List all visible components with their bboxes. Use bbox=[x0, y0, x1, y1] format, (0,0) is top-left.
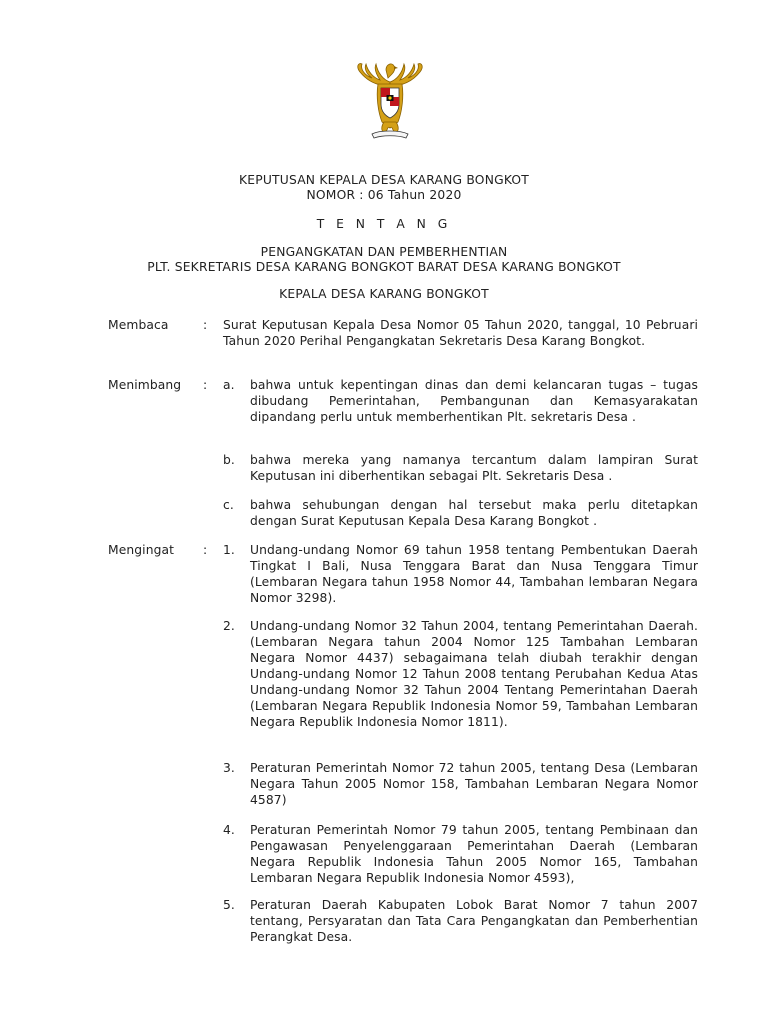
list-item-text: Undang-undang Nomor 32 Tahun 2004, tentang Pemerintahan Daerah. (Lembaran Negara tahun 2004 Nomor 125 Tambahan Lembaran Negara Nomor 4437) sebagaimana telah diubah terakhir dengan Undang-undang Nomor 12 Tahun 2008 tentang Perubahan Kedua Atas Undang-undang Nomor 32 Tahun 2004 Tentang Pemerintahan Daerah (Lembaran Negara Republik Indonesia Nomor 59, Tambahan Lembaran Negara Republik Indonesia Nomor 1811). bbox=[250, 619, 698, 729]
tentang-heading: T E N T A N G bbox=[316, 217, 452, 231]
list-item-text: bahwa mereka yang namanya tercantum dalam lampiran Surat Keputusan ini diberhentikan sebagai Plt. Sekretaris Desa . bbox=[250, 453, 698, 483]
list-item-index: 1. bbox=[223, 543, 235, 557]
mengingat-colon: : bbox=[203, 543, 208, 557]
menimbang-label: Menimbang bbox=[108, 378, 182, 392]
list-item-text: bahwa untuk kepentingan dinas dan demi kelancaran tugas – tugas dibudang Pemerintahan, Pembangunan dan Kemasyarakatan dipandang perlu untuk memberhentikan Plt. sekretaris Desa . bbox=[250, 378, 698, 424]
subject-line-2: PLT. SEKRETARIS DESA KARANG BONGKOT BARAT DESA KARANG BONGKOT bbox=[147, 260, 621, 274]
membaca-colon: : bbox=[203, 318, 208, 332]
membaca-text: Surat Keputusan Kepala Desa Nomor 05 Tahun 2020, tanggal, 10 Pebruari Tahun 2020 Perihal Pengangkatan Sekretaris Desa Karang Bongkot. bbox=[223, 318, 698, 348]
list-item-text: Peraturan Pemerintah Nomor 79 tahun 2005, tentang Pembinaan dan Pengawasan Penyelenggaraan Pemerintahan Daerah (Lembaran Negara Republik Indonesia Tahun 2005 Nomor 165, Tambahan Lembaran Negara Republik Indonesia Nomor 4593), bbox=[250, 823, 698, 885]
list-item-text: Peraturan Pemerintah Nomor 72 tahun 2005, tentang Desa (Lembaran Negara Tahun 2005 Nomor 158, Tambahan Lembaran Negara Nomor 4587) bbox=[250, 761, 698, 807]
menimbang-colon: : bbox=[203, 378, 208, 392]
list-item-text: Peraturan Daerah Kabupaten Lobok Barat Nomor 7 tahun 2007 tentang, Persyaratan dan Tata Cara Pengangkatan dan Pemberhentian Perangkat Desa. bbox=[250, 898, 698, 944]
list-item-index: b. bbox=[223, 453, 235, 467]
garuda-emblem-icon bbox=[350, 56, 430, 140]
membaca-label: Membaca bbox=[108, 318, 169, 332]
official-title: KEPALA DESA KARANG BONGKOT bbox=[279, 287, 489, 301]
list-item-index: 5. bbox=[223, 898, 235, 912]
list-item-index: 3. bbox=[223, 761, 235, 775]
mengingat-label: Mengingat bbox=[108, 543, 175, 557]
list-item-index: 4. bbox=[223, 823, 235, 837]
list-item-index: c. bbox=[223, 498, 234, 512]
list-item-index: a. bbox=[223, 378, 235, 392]
decree-title: KEPUTUSAN KEPALA DESA KARANG BONGKOT bbox=[239, 173, 529, 187]
list-item-text: Undang-undang Nomor 69 tahun 1958 tentang Pembentukan Daerah Tingkat I Bali, Nusa Tenggara Barat dan Nusa Tenggara Timur (Lembaran Negara tahun 1958 Nomor 44, Tambahan lembaran Negara Nomor 3298). bbox=[250, 543, 698, 605]
list-item-index: 2. bbox=[223, 619, 235, 633]
decree-number: NOMOR : 06 Tahun 2020 bbox=[306, 188, 462, 202]
list-item-text: bahwa sehubungan dengan hal tersebut maka perlu ditetapkan dengan Surat Keputusan Kepala Desa Karang Bongkot . bbox=[250, 498, 698, 528]
subject-line-1: PENGANGKATAN DAN PEMBERHENTIAN bbox=[260, 245, 508, 259]
